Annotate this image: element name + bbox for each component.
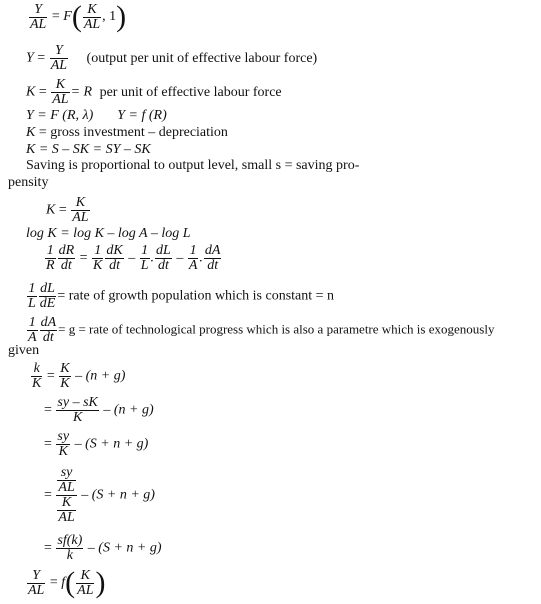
minus-sign: – (124, 250, 139, 266)
definition-text: = rate of growth population which is constant = n (57, 288, 335, 304)
equation-population-growth (26, 282, 334, 311)
text-line: given (8, 343, 40, 358)
fraction (56, 430, 70, 459)
denominator: AL (77, 582, 94, 598)
equation-step-4 (44, 534, 162, 563)
equation-k-over-al (46, 196, 91, 225)
equals-sign: = (48, 9, 64, 25)
fraction (45, 244, 56, 273)
numerator: sy – sK (57, 395, 98, 410)
equals-sign: = (76, 250, 92, 266)
numerator: K (60, 361, 70, 376)
expression: Y = F (R, λ) (26, 108, 94, 123)
fraction (27, 282, 37, 311)
lhs: K (46, 202, 56, 218)
expression: K = S – SK = SY – SK (26, 142, 151, 157)
numerator: K (83, 3, 101, 18)
numerator: Y (27, 569, 45, 584)
equation-capital-definition (26, 125, 228, 141)
equation-log-k (26, 226, 191, 242)
text-line: Saving is proportional to output level, small s = saving pro- (26, 158, 360, 173)
numerator: sy (57, 429, 70, 444)
equals-sign: = (35, 84, 51, 100)
expression-tail: – (S + n + g) (84, 540, 162, 556)
definition-text: = g = rate of technological progress which is also a parametre which is exogenously (58, 321, 495, 337)
dot-operator: . (199, 250, 203, 266)
denominator: K (58, 444, 68, 459)
fraction (188, 244, 199, 273)
fraction (58, 244, 76, 273)
fraction (76, 569, 94, 598)
fraction (50, 44, 68, 73)
denominator: AL (58, 510, 75, 525)
minus-sign: – (172, 250, 187, 266)
expression-tail: – (S + n + g) (71, 436, 149, 452)
equals-sign: = (44, 540, 56, 556)
fraction (57, 466, 75, 495)
equation-intensive-form: $\frac{Y}{AL}$ = f( $\frac{K}{AL}$ ) (28, 566, 106, 599)
equals-sign: = (44, 487, 56, 503)
expression: Y = f (R) (117, 108, 167, 123)
numerator: K (51, 78, 69, 93)
equation-step-3 (44, 466, 155, 525)
denominator: AL (72, 210, 89, 225)
compound-numerator (56, 466, 76, 496)
denominator: AL (52, 92, 69, 107)
equation-k-growth (30, 362, 125, 391)
rhs-text: = gross investment – depreciation (38, 125, 228, 140)
lhs: K (26, 84, 36, 100)
denominator: R (46, 258, 55, 273)
denominator: AL (28, 582, 45, 598)
fraction (140, 244, 150, 273)
numerator: 1 (28, 281, 36, 296)
denominator: dt (42, 330, 54, 345)
numerator: dK (106, 243, 123, 258)
numerator: 1 (189, 243, 197, 258)
equals-sign: = (44, 436, 56, 452)
lhs: K (26, 125, 36, 140)
numerator: Y (29, 3, 47, 18)
annotation-text: per unit of effective labour force (99, 84, 282, 100)
numerator: K (57, 496, 75, 511)
expression: log K = log K – log A – log L (26, 226, 191, 241)
function-name: F (63, 9, 72, 25)
fraction (83, 3, 101, 32)
compound-fraction (56, 466, 76, 525)
denominator: AL (30, 16, 47, 32)
numerator: dL (156, 243, 171, 258)
numerator: dL (40, 281, 55, 296)
paragraph-text (8, 175, 48, 191)
fraction (56, 396, 98, 425)
equation-technological-progress (26, 316, 494, 345)
function-name: f (61, 575, 66, 591)
expression-tail: – (n + g) (99, 402, 154, 418)
denominator: dt (207, 258, 219, 273)
numerator: Y (50, 44, 68, 59)
numerator: K (71, 196, 89, 211)
fraction (40, 316, 58, 345)
equals-sign: = (43, 368, 59, 384)
equals-sign: = (33, 50, 49, 66)
numerator: dR (58, 243, 75, 258)
argument-tail: , 1 (102, 9, 117, 25)
fraction (31, 362, 42, 391)
fraction (27, 316, 38, 345)
fraction (57, 496, 75, 525)
equation-production-function (26, 108, 167, 124)
equation-growth-rates (44, 244, 222, 273)
annotation-text: (output per unit of effective labour force) (86, 50, 318, 66)
fraction (204, 244, 222, 273)
paragraph-text (26, 158, 359, 174)
denominator: A (188, 258, 198, 273)
fraction (71, 196, 89, 225)
denominator: K (32, 376, 42, 391)
denominator: dt (157, 258, 169, 273)
expression-tail: – (S + n + g) (77, 487, 155, 503)
equation-k-per-effective-labour (26, 78, 282, 107)
text-line: pensity (8, 175, 49, 190)
fraction (29, 3, 47, 32)
equals-sign: = (46, 575, 62, 591)
dot-operator: . (150, 250, 155, 266)
rhs: = R (70, 84, 93, 100)
numerator: k (31, 362, 42, 377)
denominator: K (60, 376, 70, 391)
denominator: L (28, 296, 36, 311)
equation-step-1 (44, 396, 154, 425)
fraction (59, 362, 70, 391)
denominator: A (28, 330, 37, 345)
paragraph-text (8, 343, 39, 359)
expression-tail: – (n + g) (71, 368, 126, 384)
fraction (155, 244, 172, 273)
numerator: sy (57, 466, 75, 481)
numerator: dA (204, 243, 221, 258)
equation-step-2 (44, 430, 148, 459)
equation-capital-savings (26, 142, 151, 158)
denominator: dE (39, 296, 56, 311)
equals-sign: = (55, 202, 71, 218)
denominator: K (93, 258, 103, 273)
compound-denominator (56, 496, 76, 525)
equation-y-over-al: $\frac{Y}{AL}$ = F( $\frac{K}{AL}$ , 1) (30, 0, 127, 33)
numerator: dA (40, 315, 57, 330)
denominator: AL (58, 480, 75, 495)
lhs: Y (26, 50, 34, 66)
numerator: 1 (141, 243, 149, 258)
equals-sign: = (44, 402, 56, 418)
numerator: K (76, 569, 94, 584)
numerator: 1 (28, 315, 36, 330)
fraction (27, 569, 45, 598)
numerator: sf(k) (57, 533, 83, 548)
denominator: AL (50, 58, 68, 73)
denominator: k (66, 548, 73, 563)
denominator: dt (109, 258, 120, 273)
denominator: L (140, 258, 149, 273)
denominator: dt (60, 258, 72, 273)
fraction (92, 244, 103, 273)
fraction (39, 282, 57, 311)
fraction (51, 78, 69, 107)
fraction (56, 534, 83, 563)
denominator: AL (83, 16, 101, 32)
fraction (105, 244, 123, 273)
equation-output-per-unit (26, 44, 317, 73)
denominator: K (72, 410, 83, 425)
numerator: 1 (92, 244, 103, 259)
numerator: 1 (46, 243, 54, 258)
